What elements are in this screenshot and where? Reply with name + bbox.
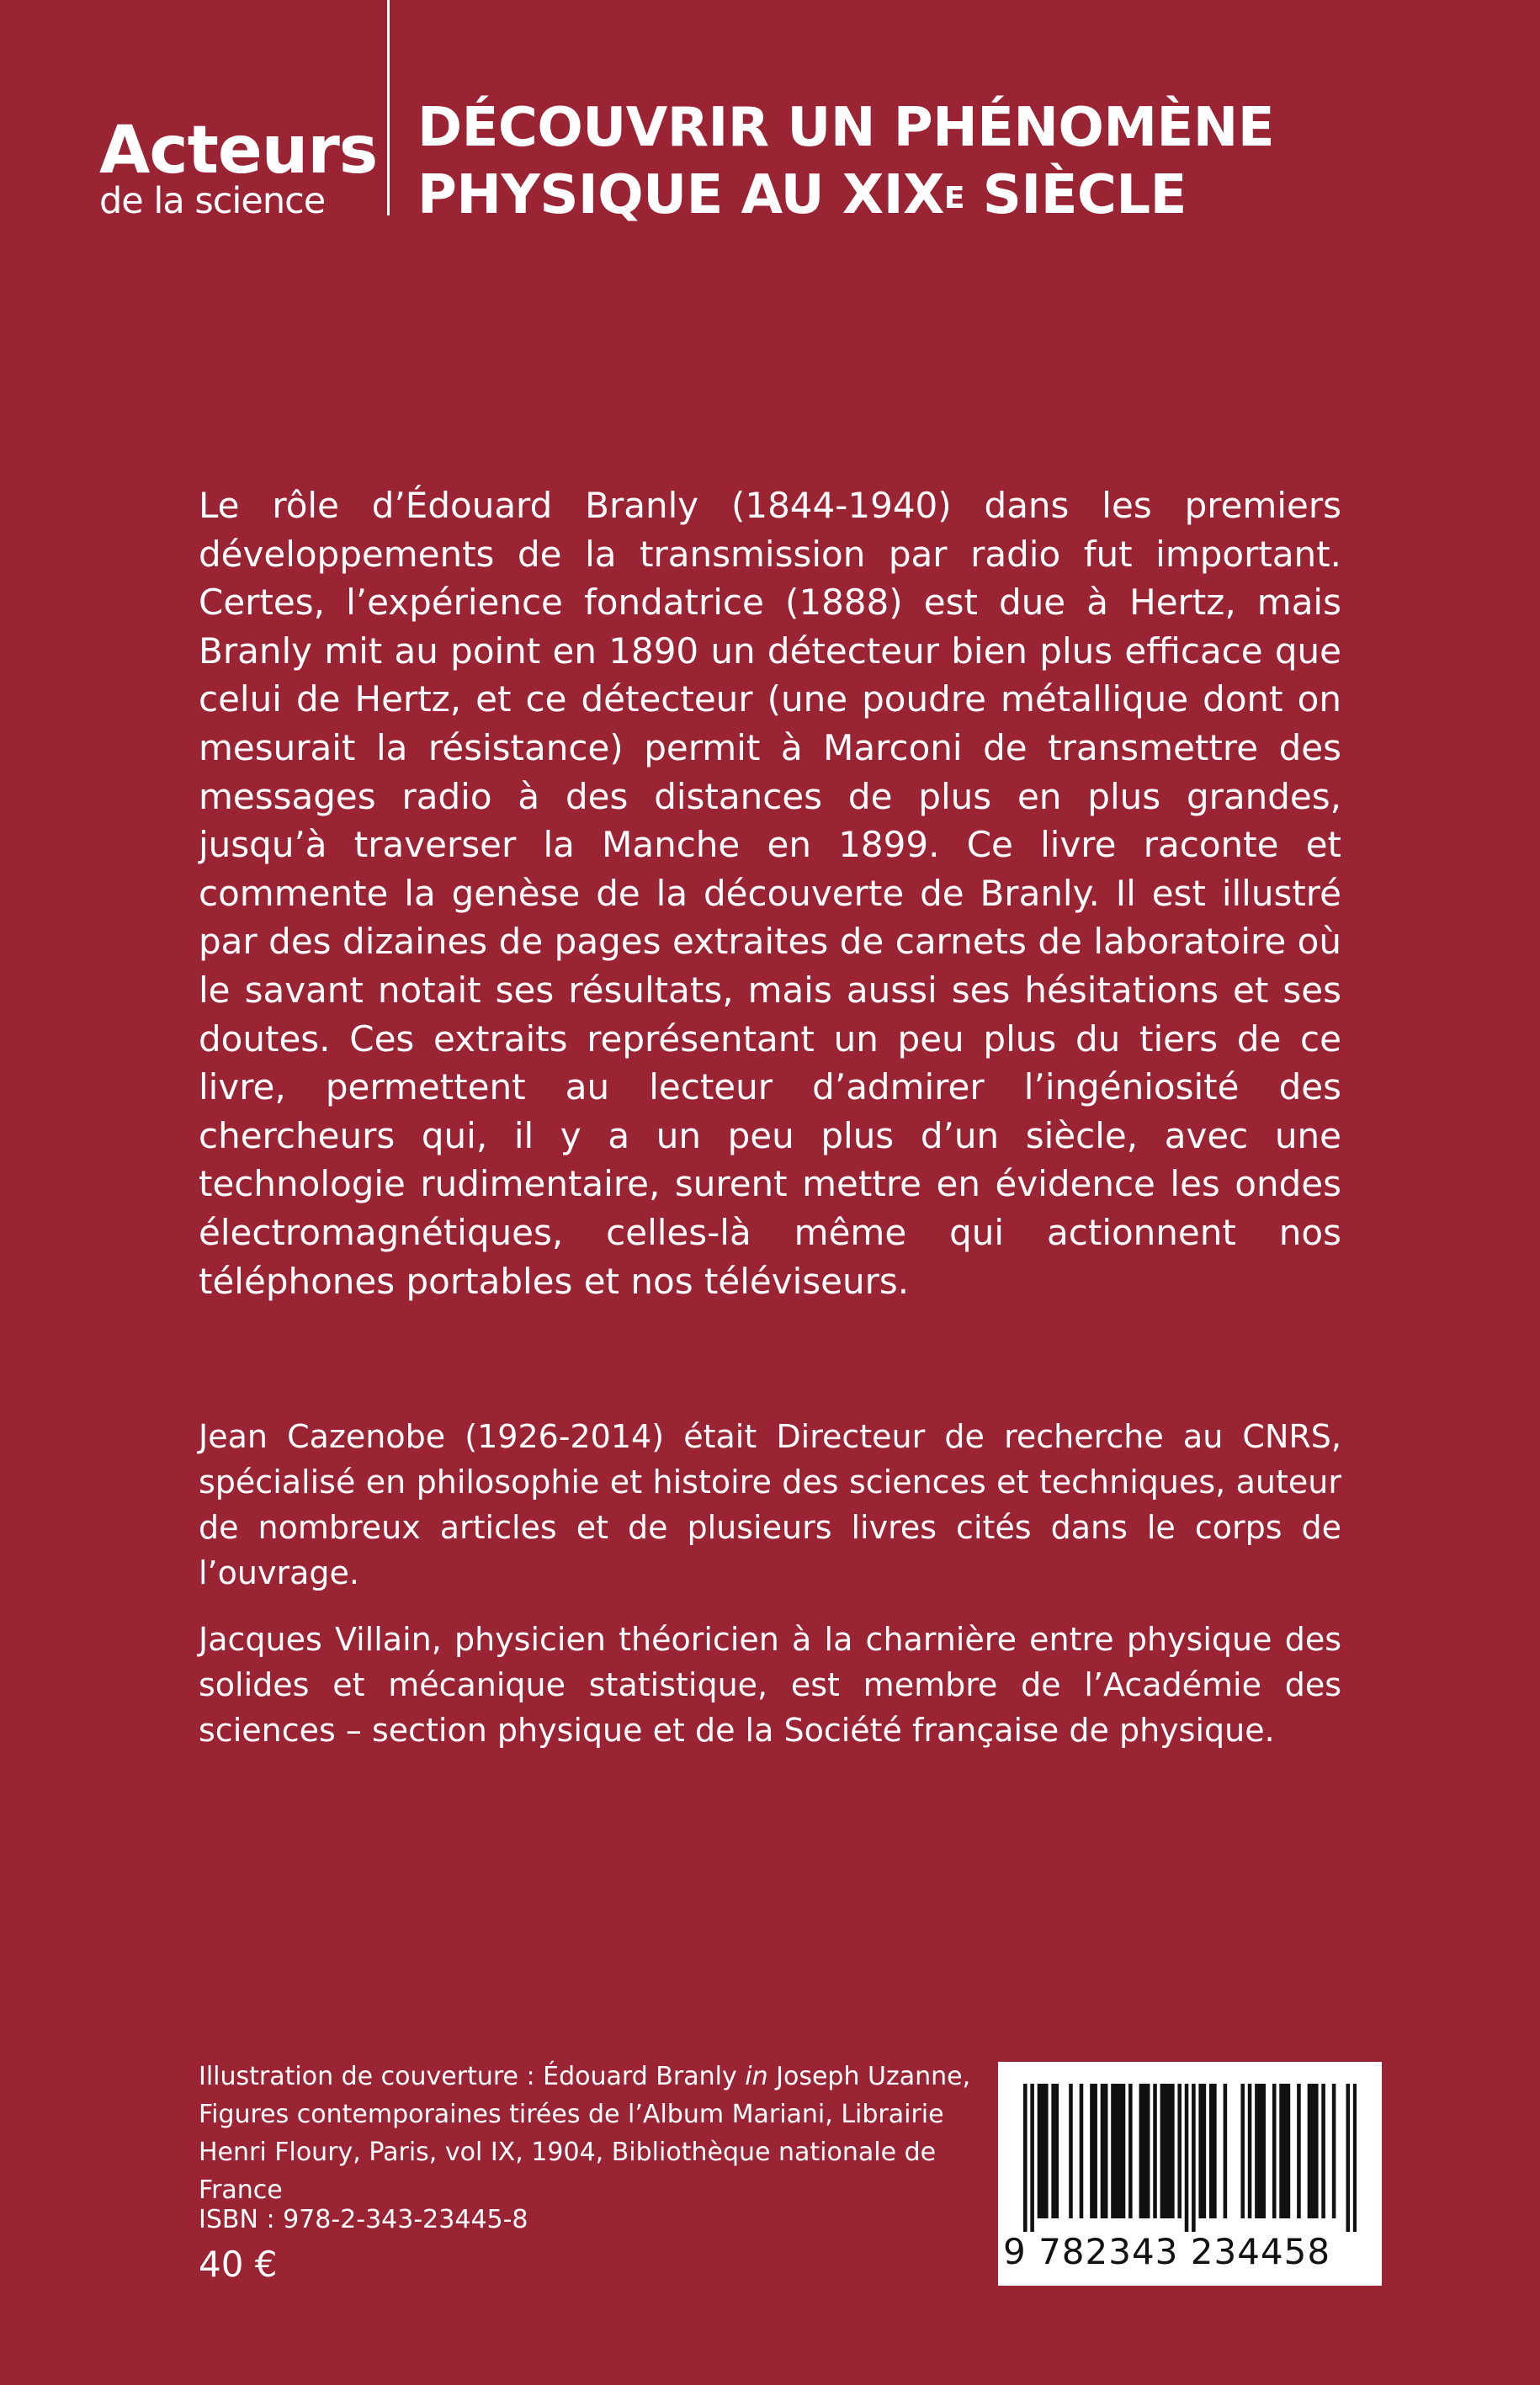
barcode-bar	[1287, 2084, 1291, 2218]
barcode-bars	[1023, 2084, 1357, 2232]
barcode-bar	[1192, 2084, 1196, 2232]
barcode-bar	[1044, 2084, 1049, 2218]
barcode-bar	[1279, 2084, 1283, 2218]
barcode-bar	[1118, 2084, 1123, 2218]
barcode-bar	[1171, 2084, 1175, 2218]
series-subtitle: de la science	[99, 180, 326, 222]
credits-rest: Joseph Uzanne, Figures contemporaines tirées de l’Album Mariani, Librairie Henri Floury, Paris, vol IX, 1904, Bibliothèque nationale de France	[199, 2062, 971, 2205]
barcode-bar	[1224, 2084, 1228, 2218]
barcode-bar	[1143, 2084, 1147, 2218]
barcode-bar	[1308, 2084, 1312, 2218]
book-title	[417, 94, 1427, 229]
cover-credits	[199, 2058, 973, 2209]
barcode-bar	[1297, 2084, 1301, 2218]
barcode	[998, 2062, 1382, 2286]
barcode-bar	[1311, 2084, 1315, 2218]
barcode-bar	[1101, 2084, 1105, 2218]
barcode-bar	[1080, 2084, 1084, 2218]
barcode-bar	[1282, 2084, 1287, 2218]
barcode-bar	[1055, 2084, 1059, 2218]
barcode-bar	[1164, 2084, 1168, 2218]
barcode-bar	[1030, 2084, 1034, 2232]
book-title-line-2-start: PHYSIQUE AU XIX	[417, 164, 944, 226]
barcode-bar	[1332, 2084, 1336, 2218]
summary-paragraph: Le rôle d’Édouard Branly (1844-1940) dans les premiers développements de la transmission par radio fut important. Certes, l’expérience fondatrice (1888) est due à Hertz, mais Branly mit au point en 1890 un détecteur bien plus efficace que celui de Hertz, et ce détecteur (une poudre métallique dont on mesurait la résistance) permit à Marconi de transmettre des messages radio à des distances de plus en plus grandes, jusqu’à traverser la Manche en 1899. Ce livre raconte et commente la genèse de la découverte de Branly. Il est illustré par des dizaines de pages extraites de carnets de laboratoire où le savant notait ses résultats, mais aussi ses hésitations et ses doutes. Ces extraits représentant un peu plus du tiers de ce livre, permettent au lecteur d’admirer l’ingéniosité des chercheurs qui, il y a un peu plus d’un siècle, avec une technologie rudimentaire, surent mettre en évidence les ondes électromagnétiques, celles-là même qui actionnent nos téléphones portables et nos téléviseurs.	[199, 485, 1341, 1302]
barcode-bar	[1114, 2084, 1118, 2218]
barcode-bar	[1153, 2084, 1157, 2218]
book-title-line-2	[417, 162, 1427, 229]
barcode-bar	[1346, 2084, 1350, 2232]
barcode-bar	[1198, 2084, 1203, 2218]
barcode-bar	[1177, 2084, 1182, 2218]
barcode-bar	[1122, 2084, 1126, 2218]
barcode-bar	[1167, 2084, 1171, 2218]
barcode-bar	[1038, 2084, 1042, 2218]
barcode-bar	[1321, 2084, 1325, 2218]
barcode-bar	[1255, 2084, 1259, 2218]
credits-in-italic: in	[745, 2062, 768, 2091]
barcode-bar	[1051, 2084, 1055, 2218]
barcode-bar	[1209, 2084, 1213, 2218]
barcode-bar	[1146, 2084, 1150, 2218]
barcode-bar	[1353, 2084, 1357, 2232]
book-title-line-1: DÉCOUVRIR UN PHÉNOMÈNE	[417, 97, 1275, 159]
series-logo	[99, 113, 378, 222]
price-text: 40 €	[199, 2244, 278, 2285]
barcode-bar	[1090, 2084, 1094, 2218]
barcode-digits: 9 782343 234458	[1003, 2231, 1331, 2272]
book-title-line-2-end: SIÈCLE	[964, 164, 1187, 226]
barcode-bar	[1185, 2084, 1189, 2232]
barcode-bar	[1041, 2084, 1045, 2218]
barcode-bar	[1104, 2084, 1108, 2218]
barcode-bar	[1069, 2084, 1073, 2218]
barcode-bar	[1261, 2084, 1266, 2218]
book-title-superscript: E	[943, 181, 964, 215]
barcode-bar	[1139, 2084, 1144, 2218]
barcode-bar	[1213, 2084, 1217, 2218]
barcode-bar	[1258, 2084, 1262, 2218]
barcode-bar	[1272, 2084, 1277, 2218]
barcode-bar	[1160, 2084, 1165, 2218]
series-name: Acteurs	[99, 113, 378, 189]
author-bio-cazenobe: Jean Cazenobe (1926-2014) était Directeur de recherche au CNRS, spécialisé en philosophie et histoire des sciences et techniques, auteur de nombreux articles et de plusieurs livres cités dans le corps de l’ouvrage.	[199, 1418, 1341, 1591]
barcode-bar	[1314, 2084, 1319, 2218]
barcode-bar	[1128, 2084, 1133, 2218]
barcode-bar	[1093, 2084, 1097, 2218]
author-bio-villain: Jacques Villain, physicien théoricien à la charnière entre physique des solides et mécanique statistique, est membre de l’Académie des sciences – section physique et de la Société française de physique.	[199, 1621, 1341, 1749]
barcode-bar	[1203, 2084, 1207, 2218]
barcode-bar	[1248, 2084, 1252, 2218]
barcode-bar	[1023, 2084, 1028, 2232]
barcode-bar	[1240, 2084, 1245, 2218]
header-divider	[387, 0, 390, 215]
credits-prefix: Illustration de couverture : Édouard Branly	[199, 2062, 746, 2091]
barcode-bar	[1111, 2084, 1115, 2218]
isbn-text: ISBN : 978-2-343-23445-8	[199, 2205, 528, 2234]
